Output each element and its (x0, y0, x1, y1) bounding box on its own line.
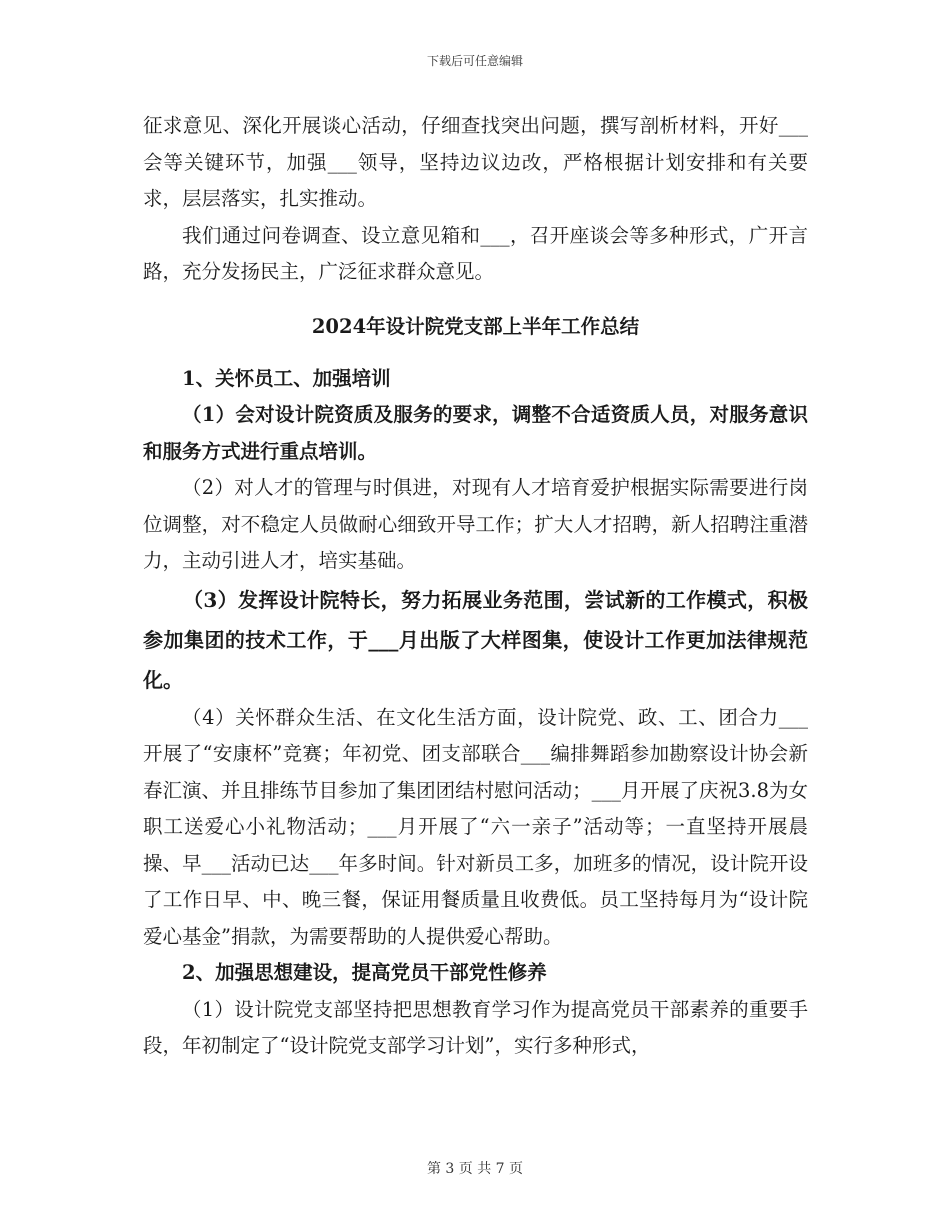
paragraph-item-3: （3）发挥设计院特长，努力拓展业务范围，尝试新的工作模式，积极参加集团的技术工作，于___月出版了大样图集，使设计工作更加法律规范化。 (143, 587, 808, 692)
paragraph-item-1: （1）会对设计院资质及服务的要求，调整不合适资质人员，对服务意识和服务方式进行重点培训。 (143, 403, 808, 463)
document-title: 2024年设计院党支部上半年工作总结 (311, 314, 640, 338)
document-body (143, 108, 808, 1065)
page-header-note: 下载后可任意编辑 (426, 54, 523, 68)
paragraph-item-2: （2）对人才的管理与时俱进，对现有人才培育爱护根据实际需要进行岗位调整，对不稳定人员做耐心细致开导工作；扩大人才招聘，新人招聘注重潜力，主动引进人才，培实基础。 (143, 476, 808, 572)
page-number-footer: 第 3 页 共 7 页 (426, 1161, 524, 1177)
paragraph-continued: 征求意见、深化开展谈心活动，仔细查找突出问题，撰写剖析材料，开好___会等关键环节，加强___领导，坚持边议边改，严格根据计划安排和有关要求，层层落实，扎实推动。 (143, 114, 808, 210)
section-heading-1: 1、关怀员工、加强培训 (182, 366, 391, 390)
section-heading-2: 2、加强思想建设，提高党员干部党性修养 (182, 961, 547, 984)
paragraph-section-2-item-1: （1）设计院党支部坚持把思想教育学习作为提高党员干部素养的重要手段，年初制定了“设计院党支部学习计划”，实行多种形式， (143, 997, 808, 1057)
paragraph-opinion-collection: 我们通过问卷调查、设立意见箱和___，召开座谈会等多种形式，广开言路，充分发扬民主，广泛征求群众意见。 (143, 223, 808, 283)
paragraph-item-4: （4）关怀群众生活、在文化生活方面，设计院党、政、工、团合力___开展了“安康杯”竞赛；年初党、团支部联合___编排舞蹈参加勘察设计协会新春汇演、并且排练节目参加了集团团结村慰问活动；___月开展了庆祝3.8为女职工送爱心小礼物活动；___月开展了“六一亲子”活动等；一直坚持开展晨操、早___活动已达___年多时间。针对新员工多，加班多的情况，设计院开设了工作日早、中、晚三餐，保证用餐质量且收费低。员工坚持每月为“设计院爱心基金”捐款，为需要帮助的人提供爱心帮助。 (143, 705, 808, 948)
